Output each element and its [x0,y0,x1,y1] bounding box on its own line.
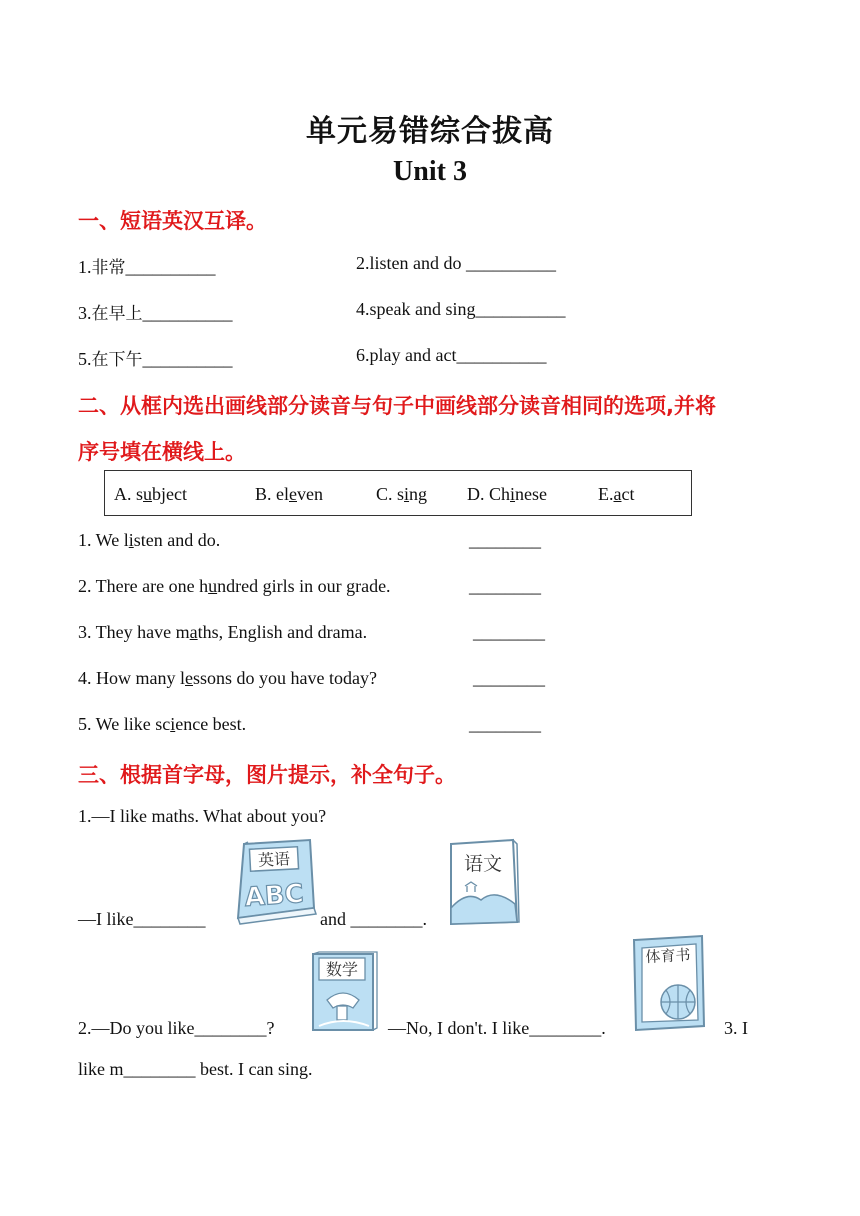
s2-question-3: 3. They have maths, English and drama. [78,622,368,642]
answer-blank[interactable]: __________ [142,303,233,323]
option-d: D. Chinese [467,484,548,504]
answer-blank[interactable]: ________ [469,714,541,734]
section3-heading: 三、根据首字母，图片提示，补全句子。 [78,763,456,787]
s3-q2-b: —No, I don't. I like________. [388,1018,606,1038]
option-a: A. subject [114,484,187,504]
svg-text:体育书: 体育书 [645,945,691,967]
english-book-icon [230,838,320,926]
s1-item-1: 1.非常__________ [78,257,216,278]
s3-q1-line2-b: and ________. [320,909,427,929]
page-subtitle: Unit 3 [393,156,467,187]
section2-heading-line1: 二、从框内选出画线部分读音与句子中画线部分读音相同的选项,并将 [78,394,716,418]
answer-blank[interactable]: __________ [475,299,566,319]
s1-item-4: 4.speak and sing__________ [356,299,566,319]
option-e: E.act [598,484,635,504]
s3-q3-a: 3. I [724,1018,748,1038]
option-b: B. eleven [255,484,323,504]
s1-item-5: 5.在下午__________ [78,349,233,370]
section2-heading-line2: 序号填在横线上。 [78,440,246,464]
s3-q2-a: 2.—Do you like________? [78,1018,275,1038]
s1-item-6: 6.play and act__________ [356,345,547,365]
answer-blank[interactable]: __________ [466,253,556,273]
answer-blank[interactable]: __________ [125,257,216,277]
answer-blank[interactable]: __________ [456,345,547,365]
s3-q1-line2-a: —I like________ [78,909,206,929]
svg-text:ABC: ABC [243,878,305,914]
s3-q3-b: like m________ best. I can sing. [78,1059,313,1079]
s2-question-2: 2. There are one hundred girls in our grade. [78,576,391,596]
s1-item-2: 2.listen and do __________ [356,253,556,273]
answer-blank[interactable]: __________ [142,349,233,369]
page-title: 单元易错综合拔高 [306,114,554,149]
svg-text:英语: 英语 [257,849,291,870]
svg-text:数学: 数学 [325,960,359,979]
s2-question-4: 4. How many lessons do you have today? [78,668,377,688]
s3-q1-line1: 1.—I like maths. What about you? [78,806,327,826]
section1-heading: 一、短语英汉互译。 [78,209,267,233]
s2-question-5: 5. We like science best. [78,714,247,734]
chinese-book-icon [447,838,521,928]
answer-blank[interactable]: ________ [473,668,545,688]
option-c: C. sing [376,484,428,504]
s2-question-1: 1. We listen and do. [78,530,221,550]
svg-text:语文: 语文 [463,853,503,875]
answer-blank[interactable]: ________ [469,530,541,550]
math-book-icon [307,950,379,1034]
pe-book-icon [630,934,710,1032]
answer-blank[interactable]: ________ [473,622,545,642]
answer-blank[interactable]: ________ [469,576,541,596]
s1-item-3: 3.在早上__________ [78,303,233,324]
